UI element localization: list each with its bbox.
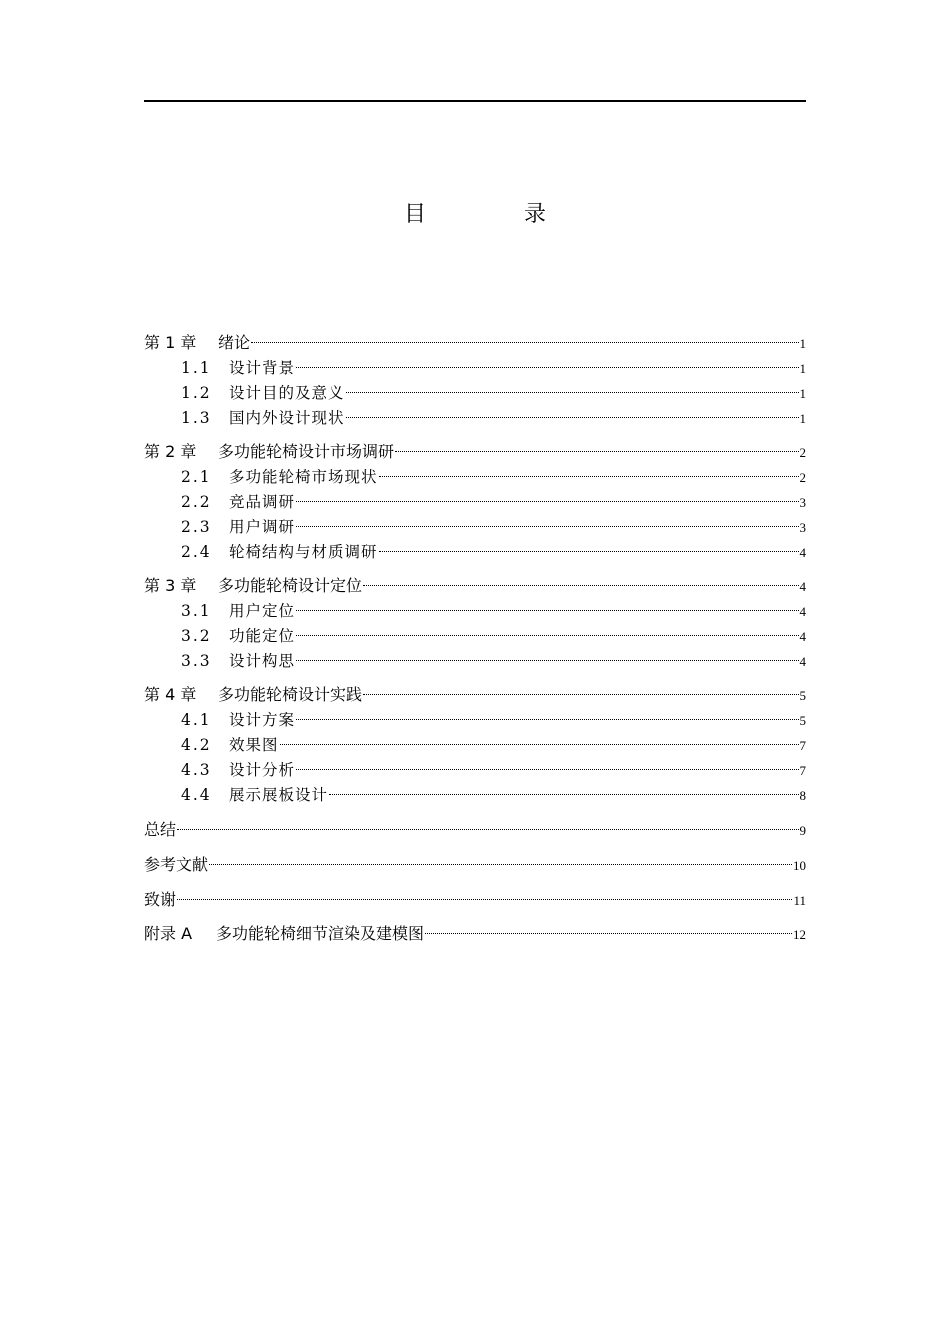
toc-entry-page: 5 xyxy=(799,713,806,728)
toc-entry-page: 4 xyxy=(799,545,806,560)
toc-entry[interactable] xyxy=(144,852,806,878)
toc-entry-page: 1 xyxy=(799,386,806,401)
toc-entry-page: 1 xyxy=(799,411,806,426)
toc-entry-page: 1 xyxy=(799,336,806,351)
toc-leader-dots xyxy=(209,864,792,865)
toc-entry-label: 功能定位 xyxy=(229,627,296,645)
toc-entry-label: 绪论 xyxy=(218,333,251,352)
toc-entry-label: 竞品调研 xyxy=(229,493,296,511)
toc-entry[interactable] xyxy=(144,624,806,649)
toc-entry-number: 第 2 章 xyxy=(144,442,197,461)
toc-entry-label: 多功能轮椅市场现状 xyxy=(229,468,378,486)
toc-entry-page: 12 xyxy=(793,927,806,942)
toc-leader-dots xyxy=(296,610,798,611)
toc-leader-dots xyxy=(379,476,799,477)
toc-leader-dots xyxy=(280,744,799,745)
table-of-contents xyxy=(144,330,806,947)
toc-entry[interactable] xyxy=(144,490,806,515)
toc-entry-label: 设计分析 xyxy=(229,761,296,779)
toc-entry-label: 设计方案 xyxy=(229,711,296,729)
toc-entry-label: 参考文献 xyxy=(144,855,209,874)
toc-entry[interactable] xyxy=(144,465,806,490)
toc-entry-page: 10 xyxy=(793,858,806,873)
toc-entry-label: 多功能轮椅设计市场调研 xyxy=(218,442,395,461)
toc-entry-page: 4 xyxy=(799,654,806,669)
toc-entry-label: 致谢 xyxy=(144,890,177,909)
toc-entry-page: 5 xyxy=(799,688,806,703)
toc-entry[interactable] xyxy=(144,887,806,913)
toc-entry-page: 3 xyxy=(799,520,806,535)
toc-entry[interactable] xyxy=(144,682,806,708)
toc-entry-page: 2 xyxy=(799,445,806,460)
toc-leader-dots xyxy=(296,660,798,661)
toc-entry[interactable] xyxy=(144,783,806,808)
toc-leader-dots xyxy=(363,694,798,695)
toc-leader-dots xyxy=(425,933,792,934)
toc-leader-dots xyxy=(346,417,799,418)
toc-leader-dots xyxy=(346,392,799,393)
header-rule xyxy=(144,100,806,102)
toc-entry-page: 7 xyxy=(799,738,806,753)
toc-entry-page: 4 xyxy=(799,579,806,594)
toc-leader-dots xyxy=(296,367,798,368)
toc-entry-label: 多功能轮椅设计定位 xyxy=(218,576,363,595)
toc-entry-label: 轮椅结构与材质调研 xyxy=(229,543,378,561)
toc-entry-number: 4.2 xyxy=(181,736,212,754)
toc-leader-dots xyxy=(296,635,798,636)
toc-entry[interactable] xyxy=(144,758,806,783)
toc-entry-number: 2.2 xyxy=(181,493,212,511)
toc-entry-number: 1.2 xyxy=(181,384,212,402)
toc-entry-number: 1.3 xyxy=(181,409,212,427)
toc-entry[interactable] xyxy=(144,573,806,599)
toc-entry-label: 效果图 xyxy=(229,736,279,754)
toc-entry[interactable] xyxy=(144,356,806,381)
toc-entry-number: 第 3 章 xyxy=(144,576,197,595)
toc-entry-number: 2.1 xyxy=(181,468,212,486)
toc-leader-dots xyxy=(296,501,798,502)
toc-entry-label: 展示展板设计 xyxy=(229,786,329,804)
toc-entry[interactable] xyxy=(144,439,806,465)
toc-entry[interactable] xyxy=(144,817,806,843)
toc-entry[interactable] xyxy=(144,599,806,624)
toc-entry[interactable] xyxy=(144,649,806,674)
toc-entry-page: 8 xyxy=(799,788,806,803)
toc-entry[interactable] xyxy=(144,515,806,540)
toc-entry-number: 2.4 xyxy=(181,543,212,561)
toc-entry-page: 11 xyxy=(793,893,806,908)
toc-entry-label: 总结 xyxy=(144,820,177,839)
toc-entry-page: 2 xyxy=(799,470,806,485)
toc-entry-number: 第 4 章 xyxy=(144,685,197,704)
toc-entry-page: 9 xyxy=(799,823,806,838)
toc-entry[interactable] xyxy=(144,540,806,565)
toc-entry-number: 1.1 xyxy=(181,359,212,377)
toc-leader-dots xyxy=(296,769,798,770)
toc-entry-number: 附录 A xyxy=(144,924,193,943)
toc-entry[interactable] xyxy=(144,330,806,356)
toc-entry-number: 3.2 xyxy=(181,627,212,645)
toc-entry-label: 多功能轮椅设计实践 xyxy=(218,685,363,704)
toc-entry[interactable] xyxy=(144,381,806,406)
toc-leader-dots xyxy=(329,794,798,795)
toc-entry-label: 多功能轮椅细节渲染及建模图 xyxy=(216,924,425,943)
page-title: 目 录 xyxy=(403,202,584,227)
toc-leader-dots xyxy=(395,451,798,452)
toc-entry-number: 3.3 xyxy=(181,652,212,670)
toc-entry-number: 第 1 章 xyxy=(144,333,197,352)
toc-entry-number: 4.3 xyxy=(181,761,212,779)
toc-entry-label: 设计构思 xyxy=(229,652,296,670)
toc-entry-page: 4 xyxy=(799,604,806,619)
toc-leader-dots xyxy=(296,719,798,720)
toc-entry-label: 用户调研 xyxy=(229,518,296,536)
toc-entry[interactable] xyxy=(144,708,806,733)
toc-entry-number: 3.1 xyxy=(181,602,212,620)
toc-entry[interactable] xyxy=(144,406,806,431)
toc-entry-label: 国内外设计现状 xyxy=(229,409,345,427)
toc-entry-number: 4.4 xyxy=(181,786,212,804)
toc-leader-dots xyxy=(296,526,798,527)
toc-entry-number: 4.1 xyxy=(181,711,212,729)
toc-leader-dots xyxy=(251,342,798,343)
toc-leader-dots xyxy=(177,829,798,830)
toc-entry[interactable] xyxy=(144,921,806,947)
toc-entry[interactable] xyxy=(144,733,806,758)
toc-entry-page: 1 xyxy=(799,361,806,376)
toc-entry-label: 设计背景 xyxy=(229,359,296,377)
toc-leader-dots xyxy=(363,585,798,586)
toc-leader-dots xyxy=(379,551,799,552)
toc-entry-page: 7 xyxy=(799,763,806,778)
toc-entry-page: 3 xyxy=(799,495,806,510)
toc-entry-label: 用户定位 xyxy=(229,602,296,620)
toc-entry-page: 4 xyxy=(799,629,806,644)
toc-entry-number: 2.3 xyxy=(181,518,212,536)
toc-entry-label: 设计目的及意义 xyxy=(229,384,345,402)
toc-leader-dots xyxy=(177,899,792,900)
